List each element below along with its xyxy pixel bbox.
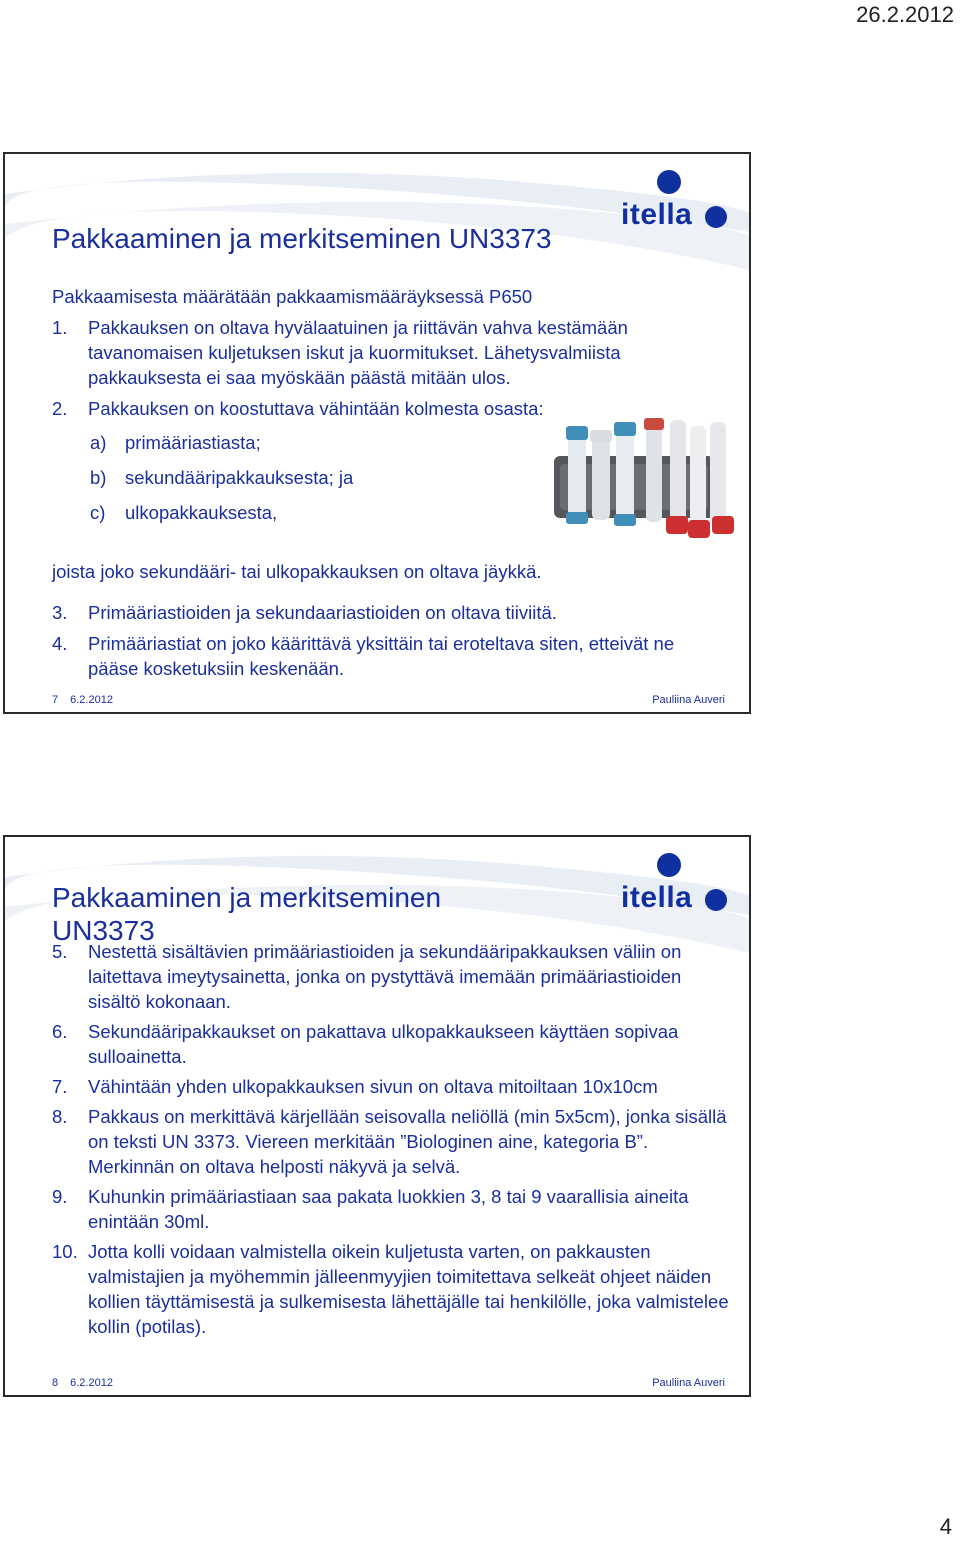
slide-number: 8	[52, 1377, 59, 1389]
sublist-letter: c)	[90, 502, 106, 523]
list-item	[52, 1019, 688, 1069]
list-number: 1.	[52, 317, 68, 338]
slide-body	[52, 939, 727, 1339]
list-item	[52, 1104, 728, 1179]
logo-wordmark: itella	[621, 881, 693, 914]
list-text: Pakkauksen on koostuttava vähintään kolmesta osasta:	[88, 398, 544, 419]
slide-author: Pauliina Auveri	[652, 1377, 725, 1389]
logo-dot-icon	[705, 206, 727, 228]
list-number: 6.	[52, 1021, 68, 1042]
logo-dot-icon	[705, 889, 727, 911]
list-text: Primääriastiat on joko käärittävä yksittäin tai eroteltava siten, etteivät ne pääse kosketuksiin keskenään.	[88, 633, 675, 679]
slide-number: 7	[52, 694, 59, 706]
sublist-text: ulkopakkauksesta,	[125, 502, 278, 523]
list-text: Kuhunkin primääriastiaan saa pakata luokkien 3, 8 tai 9 vaarallisia aineita enintään 30ml.	[88, 1186, 689, 1232]
list-number: 9.	[52, 1186, 68, 1207]
slide-date: 6.2.2012	[70, 694, 113, 706]
slide-footer-left	[52, 694, 113, 706]
list-text: Sekundääripakkaukset on pakattava ulkopakkaukseen käyttäen sopivaa sulloainetta.	[88, 1021, 679, 1067]
intro-text: Pakkaamisesta määrätään pakkaamismääräyksessä P650	[52, 286, 533, 307]
list-item	[52, 939, 727, 1014]
list-number: 5.	[52, 941, 68, 962]
itella-logo	[621, 853, 731, 917]
slide-footer-left	[52, 1377, 113, 1389]
page-number: 4	[939, 1514, 952, 1539]
note-text: joista joko sekundääri- tai ulkopakkauksen on oltava jäykkä.	[52, 561, 542, 582]
list-item	[52, 1074, 668, 1099]
list-text: Vähintään yhden ulkopakkauksen sivun on oltava mitoiltaan 10x10cm	[88, 1076, 658, 1097]
sublist-text: sekundääripakkauksesta; ja	[125, 467, 354, 488]
slide-title: Pakkaaminen ja merkitseminen UN3373	[52, 882, 442, 946]
logo-dot-icon	[657, 853, 681, 877]
itella-logo	[621, 170, 731, 234]
list-number: 7.	[52, 1076, 68, 1097]
page-date: 26.2.2012	[856, 2, 954, 27]
sublist-letter: b)	[90, 467, 107, 488]
list-number: 4.	[52, 633, 68, 654]
list-item	[52, 1239, 738, 1339]
slide-8	[3, 835, 751, 1397]
sublist-text: primääriastiasta;	[125, 432, 261, 453]
sample-tubes-image	[548, 416, 746, 546]
list-item	[52, 631, 728, 681]
slide-7	[3, 152, 751, 714]
list-number: 8.	[52, 1106, 68, 1127]
list-number: 10.	[52, 1241, 78, 1262]
list-text: Primääriastioiden ja sekundaariastioiden on oltava tiiviitä.	[88, 602, 557, 623]
list-item	[52, 600, 727, 625]
list-text: Jotta kolli voidaan valmistella oikein kuljetusta varten, on pakkausten valmistajien ja myöhemmin jälleenmyyjien toimitettava selkeät ohjeet näiden kollien täyttämisestä ja sulkemisesta lähettäjälle tai henkilölle, joka valmistelee kollin (potilas).	[88, 1241, 729, 1337]
list-text: Pakkaus on merkittävä kärjellään seisovalla neliöllä (min 5x5cm), jonka sisällä on teksti UN 3373. Viereen merkitään ”Biologinen aine, kategoria B”. Merkinnän on oltava helposti näkyvä ja selvä.	[88, 1106, 727, 1177]
slide-author: Pauliina Auveri	[652, 694, 725, 706]
sublist-letter: a)	[90, 432, 107, 453]
logo-dot-icon	[657, 170, 681, 194]
list-item	[52, 1184, 708, 1234]
slide-title: Pakkaaminen ja merkitseminen UN3373	[52, 223, 552, 254]
list-number: 3.	[52, 602, 68, 623]
list-text: Nestettä sisältävien primääriastioiden ja sekundääripakkauksen väliin on laitettava imeytysainetta, jonka on pystyttävä imemään primääriastioiden sisältö kokonaan.	[88, 941, 682, 1012]
logo-wordmark: itella	[621, 198, 693, 231]
list-item	[52, 315, 708, 390]
list-text: Pakkauksen on oltava hyvälaatuinen ja riittävän vahva kestämään tavanomaisen kuljetuksen iskut ja kuormitukset. Lähetysvalmiista pakkauksesta ei saa myöskään päästä mitään ulos.	[88, 317, 628, 388]
slide-date: 6.2.2012	[70, 1377, 113, 1389]
list-number: 2.	[52, 398, 68, 419]
